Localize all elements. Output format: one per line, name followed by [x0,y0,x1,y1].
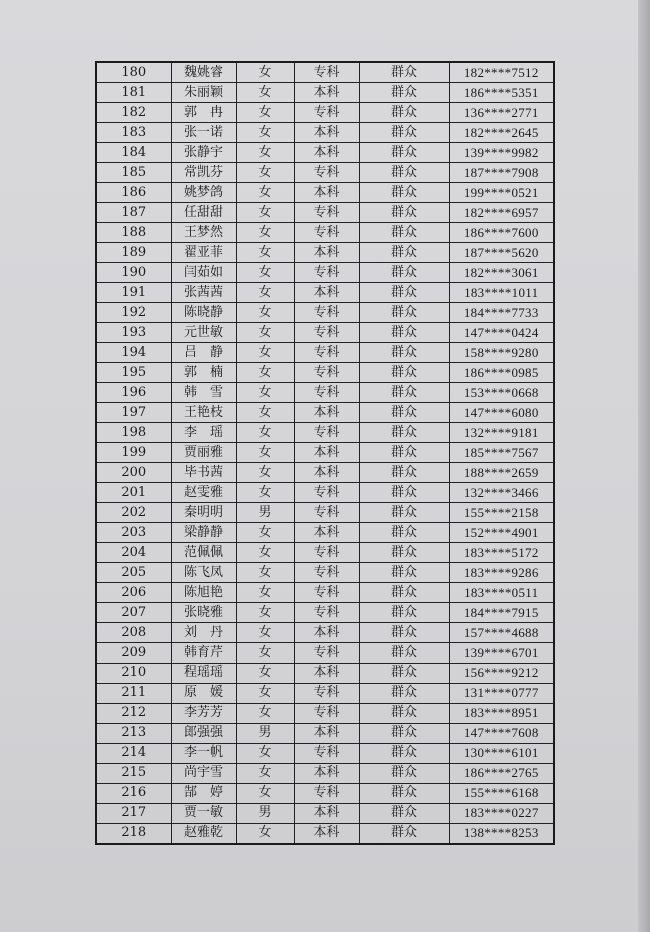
gender-cell: 女 [236,563,294,583]
table-row [96,263,554,283]
table-row [96,363,554,383]
phone-cell: 147****6080 [449,403,554,423]
table-row [96,623,554,643]
table-row [96,463,554,483]
gender-cell: 女 [236,183,294,203]
education-cell: 专科 [294,223,359,243]
row-number-cell: 215 [96,763,171,783]
row-number-cell: 181 [96,83,171,103]
political-status-cell: 群众 [359,383,449,403]
gender-cell: 男 [236,503,294,523]
education-cell: 专科 [294,503,359,523]
phone-cell: 139****6701 [449,643,554,663]
row-number-cell: 186 [96,183,171,203]
row-number-cell: 213 [96,723,171,743]
table-row [96,823,554,844]
education-cell: 本科 [294,403,359,423]
table-row [96,303,554,323]
political-status-cell: 群众 [359,503,449,523]
phone-cell: 183****5172 [449,543,554,563]
education-cell: 专科 [294,603,359,623]
gender-cell: 女 [236,443,294,463]
phone-cell: 182****7512 [449,62,554,83]
political-status-cell: 群众 [359,563,449,583]
phone-cell: 132****9181 [449,423,554,443]
phone-cell: 155****2158 [449,503,554,523]
name-cell: 范佩佩 [171,543,236,563]
gender-cell: 女 [236,783,294,803]
political-status-cell: 群众 [359,423,449,443]
name-cell: 张晓雅 [171,603,236,623]
phone-cell: 183****0511 [449,583,554,603]
name-cell: 刘 丹 [171,623,236,643]
political-status-cell: 群众 [359,243,449,263]
name-cell: 闫茹如 [171,263,236,283]
table-row [96,543,554,563]
political-status-cell: 群众 [359,183,449,203]
table-row [96,723,554,743]
name-cell: 李一帆 [171,743,236,763]
gender-cell: 女 [236,163,294,183]
political-status-cell: 群众 [359,263,449,283]
phone-cell: 187****5620 [449,243,554,263]
phone-cell: 186****2765 [449,763,554,783]
education-cell: 本科 [294,463,359,483]
name-cell: 郎强强 [171,723,236,743]
political-status-cell: 群众 [359,123,449,143]
education-cell: 专科 [294,163,359,183]
education-cell: 专科 [294,62,359,83]
gender-cell: 女 [236,203,294,223]
row-number-cell: 202 [96,503,171,523]
phone-cell: 147****0424 [449,323,554,343]
name-cell: 贾一敏 [171,803,236,823]
gender-cell: 女 [236,623,294,643]
phone-cell: 184****7915 [449,603,554,623]
phone-cell: 139****9982 [449,143,554,163]
row-number-cell: 185 [96,163,171,183]
gender-cell: 男 [236,723,294,743]
table-row [96,62,554,83]
education-cell: 本科 [294,143,359,163]
row-number-cell: 203 [96,523,171,543]
name-cell: 原 媛 [171,683,236,703]
page-edge-shadow [638,0,650,932]
row-number-cell: 182 [96,103,171,123]
phone-cell: 147****7608 [449,723,554,743]
name-cell: 韩 雪 [171,383,236,403]
political-status-cell: 群众 [359,743,449,763]
gender-cell: 女 [236,62,294,83]
phone-cell: 183****8951 [449,703,554,723]
row-number-cell: 211 [96,683,171,703]
education-cell: 本科 [294,763,359,783]
political-status-cell: 群众 [359,723,449,743]
education-cell: 本科 [294,623,359,643]
political-status-cell: 群众 [359,643,449,663]
gender-cell: 女 [236,603,294,623]
education-cell: 专科 [294,683,359,703]
political-status-cell: 群众 [359,803,449,823]
phone-cell: 182****2645 [449,123,554,143]
gender-cell: 男 [236,803,294,823]
row-number-cell: 184 [96,143,171,163]
education-cell: 专科 [294,323,359,343]
row-number-cell: 210 [96,663,171,683]
row-number-cell: 188 [96,223,171,243]
education-cell: 专科 [294,743,359,763]
row-number-cell: 200 [96,463,171,483]
name-cell: 李芳芳 [171,703,236,723]
table-row [96,663,554,683]
name-cell: 郭 楠 [171,363,236,383]
political-status-cell: 群众 [359,283,449,303]
political-status-cell: 群众 [359,703,449,723]
gender-cell: 女 [236,743,294,763]
row-number-cell: 190 [96,263,171,283]
gender-cell: 女 [236,103,294,123]
phone-cell: 130****6101 [449,743,554,763]
gender-cell: 女 [236,383,294,403]
education-cell: 专科 [294,643,359,663]
education-cell: 本科 [294,283,359,303]
education-cell: 专科 [294,103,359,123]
education-cell: 本科 [294,443,359,463]
political-status-cell: 群众 [359,163,449,183]
name-cell: 赵雯雅 [171,483,236,503]
education-cell: 本科 [294,723,359,743]
phone-cell: 132****3466 [449,483,554,503]
education-cell: 专科 [294,783,359,803]
name-cell: 朱丽颖 [171,83,236,103]
political-status-cell: 群众 [359,783,449,803]
gender-cell: 女 [236,663,294,683]
gender-cell: 女 [236,763,294,783]
education-cell: 本科 [294,183,359,203]
row-number-cell: 206 [96,583,171,603]
gender-cell: 女 [236,523,294,543]
table-row [96,683,554,703]
gender-cell: 女 [236,543,294,563]
table-row [96,243,554,263]
table-row [96,103,554,123]
education-cell: 本科 [294,523,359,543]
row-number-cell: 189 [96,243,171,263]
row-number-cell: 201 [96,483,171,503]
table-row [96,223,554,243]
row-number-cell: 187 [96,203,171,223]
roster-table [95,61,555,845]
row-number-cell: 218 [96,823,171,844]
gender-cell: 女 [236,223,294,243]
table-row [96,123,554,143]
row-number-cell: 194 [96,343,171,363]
row-number-cell: 192 [96,303,171,323]
political-status-cell: 群众 [359,62,449,83]
gender-cell: 女 [236,483,294,503]
political-status-cell: 群众 [359,483,449,503]
gender-cell: 女 [236,703,294,723]
political-status-cell: 群众 [359,543,449,563]
row-number-cell: 207 [96,603,171,623]
gender-cell: 女 [236,83,294,103]
row-number-cell: 209 [96,643,171,663]
row-number-cell: 195 [96,363,171,383]
phone-cell: 186****7600 [449,223,554,243]
table-row [96,763,554,783]
name-cell: 张一诺 [171,123,236,143]
name-cell: 陈旭艳 [171,583,236,603]
gender-cell: 女 [236,583,294,603]
gender-cell: 女 [236,123,294,143]
education-cell: 专科 [294,203,359,223]
education-cell: 专科 [294,563,359,583]
row-number-cell: 217 [96,803,171,823]
political-status-cell: 群众 [359,463,449,483]
education-cell: 本科 [294,663,359,683]
table-row [96,483,554,503]
table-row [96,403,554,423]
gender-cell: 女 [236,343,294,363]
name-cell: 任甜甜 [171,203,236,223]
name-cell: 翟亚菲 [171,243,236,263]
political-status-cell: 群众 [359,103,449,123]
gender-cell: 女 [236,643,294,663]
political-status-cell: 群众 [359,83,449,103]
phone-cell: 183****0227 [449,803,554,823]
political-status-cell: 群众 [359,523,449,543]
political-status-cell: 群众 [359,323,449,343]
name-cell: 常凯芬 [171,163,236,183]
name-cell: 郜 婷 [171,783,236,803]
political-status-cell: 群众 [359,443,449,463]
row-number-cell: 193 [96,323,171,343]
phone-cell: 182****6957 [449,203,554,223]
education-cell: 本科 [294,83,359,103]
name-cell: 姚梦鸽 [171,183,236,203]
gender-cell: 女 [236,263,294,283]
political-status-cell: 群众 [359,303,449,323]
gender-cell: 女 [236,363,294,383]
row-number-cell: 196 [96,383,171,403]
political-status-cell: 群众 [359,623,449,643]
education-cell: 专科 [294,303,359,323]
row-number-cell: 212 [96,703,171,723]
table-row [96,183,554,203]
political-status-cell: 群众 [359,603,449,623]
education-cell: 专科 [294,583,359,603]
political-status-cell: 群众 [359,763,449,783]
name-cell: 赵雅乾 [171,823,236,844]
political-status-cell: 群众 [359,583,449,603]
education-cell: 专科 [294,363,359,383]
phone-cell: 188****2659 [449,463,554,483]
name-cell: 张静宇 [171,143,236,163]
table-row [96,163,554,183]
political-status-cell: 群众 [359,363,449,383]
row-number-cell: 198 [96,423,171,443]
gender-cell: 女 [236,683,294,703]
row-number-cell: 204 [96,543,171,563]
table-row [96,143,554,163]
row-number-cell: 214 [96,743,171,763]
table-row [96,703,554,723]
education-cell: 本科 [294,803,359,823]
row-number-cell: 199 [96,443,171,463]
gender-cell: 女 [236,463,294,483]
table-row [96,523,554,543]
gender-cell: 女 [236,283,294,303]
phone-cell: 153****0668 [449,383,554,403]
name-cell: 程瑶瑶 [171,663,236,683]
table-row [96,283,554,303]
row-number-cell: 197 [96,403,171,423]
name-cell: 张茜茜 [171,283,236,303]
table-row [96,343,554,363]
table-row [96,323,554,343]
gender-cell: 女 [236,403,294,423]
education-cell: 本科 [294,823,359,844]
political-status-cell: 群众 [359,823,449,844]
table-row [96,83,554,103]
table-row [96,423,554,443]
name-cell: 王梦然 [171,223,236,243]
political-status-cell: 群众 [359,683,449,703]
education-cell: 专科 [294,343,359,363]
row-number-cell: 191 [96,283,171,303]
gender-cell: 女 [236,243,294,263]
gender-cell: 女 [236,423,294,443]
phone-cell: 183****9286 [449,563,554,583]
phone-cell: 158****9280 [449,343,554,363]
name-cell: 陈飞凤 [171,563,236,583]
phone-cell: 199****0521 [449,183,554,203]
name-cell: 秦明明 [171,503,236,523]
name-cell: 吕 静 [171,343,236,363]
table-row [96,203,554,223]
table-row [96,383,554,403]
education-cell: 专科 [294,543,359,563]
name-cell: 毕书茜 [171,463,236,483]
table-row [96,443,554,463]
name-cell: 梁静静 [171,523,236,543]
education-cell: 专科 [294,483,359,503]
table-row [96,583,554,603]
gender-cell: 女 [236,323,294,343]
phone-cell: 156****9212 [449,663,554,683]
phone-cell: 187****7908 [449,163,554,183]
name-cell: 陈晓静 [171,303,236,323]
name-cell: 魏姚睿 [171,62,236,83]
phone-cell: 152****4901 [449,523,554,543]
phone-cell: 182****3061 [449,263,554,283]
phone-cell: 131****0777 [449,683,554,703]
education-cell: 专科 [294,703,359,723]
table-row [96,783,554,803]
gender-cell: 女 [236,303,294,323]
row-number-cell: 216 [96,783,171,803]
political-status-cell: 群众 [359,403,449,423]
phone-cell: 185****7567 [449,443,554,463]
political-status-cell: 群众 [359,663,449,683]
education-cell: 专科 [294,423,359,443]
table-row [96,563,554,583]
phone-cell: 157****4688 [449,623,554,643]
education-cell: 专科 [294,383,359,403]
gender-cell: 女 [236,143,294,163]
political-status-cell: 群众 [359,143,449,163]
gender-cell: 女 [236,823,294,844]
table-row [96,743,554,763]
education-cell: 专科 [294,263,359,283]
education-cell: 本科 [294,243,359,263]
row-number-cell: 208 [96,623,171,643]
name-cell: 王艳枝 [171,403,236,423]
name-cell: 郭 冉 [171,103,236,123]
political-status-cell: 群众 [359,223,449,243]
row-number-cell: 183 [96,123,171,143]
roster-table-body [96,62,554,844]
phone-cell: 183****1011 [449,283,554,303]
phone-cell: 186****5351 [449,83,554,103]
table-row [96,503,554,523]
name-cell: 贾丽雅 [171,443,236,463]
name-cell: 李 瑶 [171,423,236,443]
row-number-cell: 180 [96,62,171,83]
phone-cell: 186****0985 [449,363,554,383]
phone-cell: 136****2771 [449,103,554,123]
phone-cell: 155****6168 [449,783,554,803]
table-row [96,603,554,623]
name-cell: 元世敏 [171,323,236,343]
political-status-cell: 群众 [359,203,449,223]
education-cell: 本科 [294,123,359,143]
phone-cell: 138****8253 [449,823,554,844]
table-row [96,643,554,663]
row-number-cell: 205 [96,563,171,583]
table-row [96,803,554,823]
name-cell: 尚宇雪 [171,763,236,783]
political-status-cell: 群众 [359,343,449,363]
name-cell: 韩育芹 [171,643,236,663]
phone-cell: 184****7733 [449,303,554,323]
